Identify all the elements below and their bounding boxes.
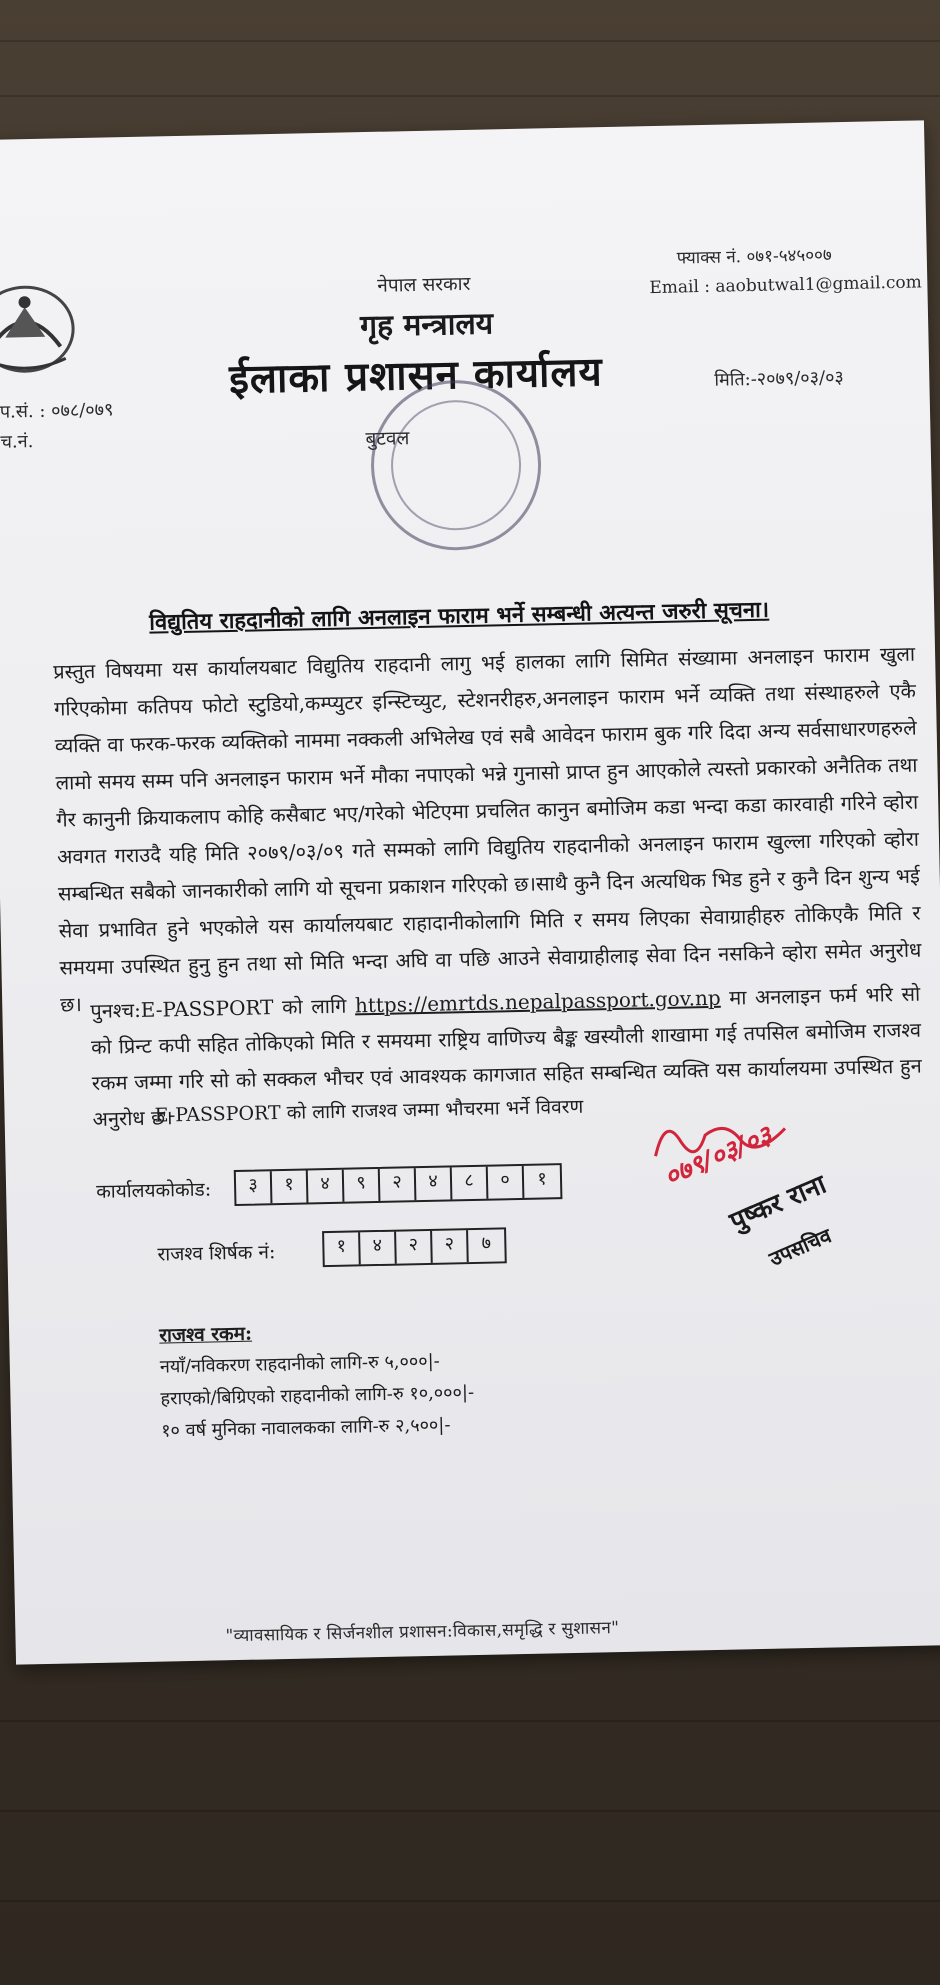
signatory-name: पुष्कर राना bbox=[725, 1169, 831, 1238]
wood-grain bbox=[0, 1810, 940, 1812]
notice-subject: विद्युतिय राहदानीको लागि अनलाइन फाराम भर्ने सम्बन्धी अत्यन्त जरुरी सूचना। bbox=[149, 596, 770, 636]
signature-date: ०७९/०३/०३ bbox=[660, 1120, 777, 1193]
revenue-head-digit: २ bbox=[432, 1230, 469, 1263]
revenue-item: नयाँ/नविकरण राहदानीको लागि-रु ५,०००|- bbox=[159, 1350, 440, 1378]
office-motto: "व्यावसायिक र सिर्जनशील प्रशासन:विकास,समृद्धि र सुशासन" bbox=[225, 1618, 620, 1647]
wood-grain bbox=[0, 1900, 940, 1902]
revenue-item: हराएको/बिग्रिएको राहदानीको लागि-रु १०,०००|- bbox=[160, 1382, 475, 1410]
notice-body: प्रस्तुत विषयमा यस कार्यालयबाट विद्युतिय राहदानी लागु भई हालका लागि सिमित संख्यामा अनलाइन फाराम खुला गरिएकोमा कतिपय फोटो स्टुडियो,कम्प्युटर इन्स्टिच्युट, स्टेशनरीहरु,अनलाइन फाराम भर्ने व्यक्ति तथा संस्थाहरुले एकै व्यक्ति वा फरक-फरक व्यक्तिको नाममा नक्कली अभिलेख एवं सबै आवेदन फाराम बुक गरि दिदा अन्य सर्वसाधारणहरुले लामो समय सम्म पनि अनलाइन फाराम भर्ने मौका नपाएको भन्ने गुनासो प्राप्त हुन आएकोले त्यस्तो प्रकारको अनैतिक तथा गैर कानुनी क्रियाकलाप कोहि कसैबाट भए/गरेको भेटिएमा प्रचलित कानुन बमोजिम कडा भन्दा कडा कारवाही गरिने व्होरा अवगत गराउदै यहि मिति २०७९/०३/०९ गते सम्मको लागि विद्युतिय राहदानीको अनलाइन फाराम खुल्ला गरिएको व्होरा सम्बन्धित सबैको जानकारीको लागि यो सूचना प्रकाशन गरिएको छ।साथै कुनै दिन अत्यधिक भिड हुने र कुनै दिन शुन्य भई सेवा प्रभावित हुने भएकोले यस कार्यालयबाट राहादानीकोलागि मिति र समय लिएका सेवाग्राहीहरु तोकिएकै मिति र समयमा उपस्थित हुनु हुन तथा सो मिति भन्दा अघि वा पछि आउने सेवाग्राहीलाइ सेवा दिन नसकिने व्होरा समेत अनुरोध छ। bbox=[53, 641, 922, 1017]
revenue-head-boxes bbox=[322, 1227, 507, 1267]
office-code-digit: ४ bbox=[308, 1170, 345, 1203]
revenue-item: १० वर्ष मुनिका नावालकका लागि-रु २,५००|- bbox=[160, 1414, 451, 1442]
wood-grain bbox=[0, 1720, 940, 1722]
revenue-head-digit: ४ bbox=[360, 1232, 397, 1265]
letter-number: प.सं. : ०७८/०७९ bbox=[0, 399, 114, 423]
office-city: बुटवल bbox=[365, 427, 410, 451]
revenue-head-digit: ७ bbox=[481, 1232, 492, 1254]
revenue-head-digit: १ bbox=[324, 1232, 361, 1265]
letter-date: मिति:-२०७९/०३/०३ bbox=[714, 367, 845, 391]
office-code-boxes bbox=[234, 1163, 563, 1206]
voucher-title: E-PASSPORT को लागि राजश्व जम्मा भौचरमा भर्ने विवरण bbox=[154, 1095, 584, 1127]
office-code-digit: ९ bbox=[344, 1169, 381, 1202]
fax-number: फ्याक्स नं. ०७१-५४५००७ bbox=[676, 245, 832, 269]
wood-grain bbox=[0, 40, 940, 42]
postscript-suffix: मा अनलाइन फर्म भरि सो को प्रिन्ट कपी सहित तोकिएको मिति र समयमा राष्ट्रिय वाणिज्य बैङ्क खस्यौली शाखामा गई तपसिल बमोजिम राजश्व रकम जम्मा गरि सो को सक्कल भौचर एवं आवश्यक कागजात सहित सम्बन्धित व्यक्ति यस कार्यालयमा उपस्थित हुन अनुरोध छ। bbox=[90, 981, 922, 1131]
signatory-title: उपसचिव bbox=[765, 1223, 835, 1271]
office-code-digit: ३ bbox=[236, 1171, 273, 1204]
office-code-digit: १ bbox=[272, 1170, 309, 1203]
office-code-digit: ८ bbox=[452, 1167, 489, 1200]
ministry-name: गृह मन्त्रालय bbox=[359, 306, 494, 345]
revenue-amount-title: राजश्व रकम: bbox=[158, 1322, 253, 1347]
office-code-digit: १ bbox=[537, 1168, 547, 1190]
office-code-digit: ४ bbox=[416, 1167, 453, 1200]
dispatch-number: च.नं. bbox=[0, 431, 34, 453]
office-name: ईलाका प्रशासन कार्यालय bbox=[228, 348, 604, 403]
passport-portal-link[interactable]: https://emrtds.nepalpassport.gov.np bbox=[354, 985, 721, 1018]
wood-grain bbox=[0, 95, 940, 97]
office-code-label: कार्यालयकोकोड: bbox=[95, 1178, 212, 1203]
revenue-head-label: राजश्व शिर्षक नं: bbox=[157, 1241, 276, 1266]
nepal-emblem-icon bbox=[0, 276, 81, 378]
country-name: नेपाल सरकार bbox=[377, 272, 471, 297]
postscript-prefix: पुनश्च:E-PASSPORT को लागि bbox=[90, 993, 356, 1023]
office-code-digit: २ bbox=[380, 1168, 417, 1201]
notice-paper bbox=[0, 120, 940, 1664]
email-address: Email : aaobutwal1@gmail.com bbox=[649, 272, 923, 299]
revenue-head-digit: २ bbox=[396, 1231, 433, 1264]
office-code-digit: ० bbox=[488, 1166, 525, 1199]
